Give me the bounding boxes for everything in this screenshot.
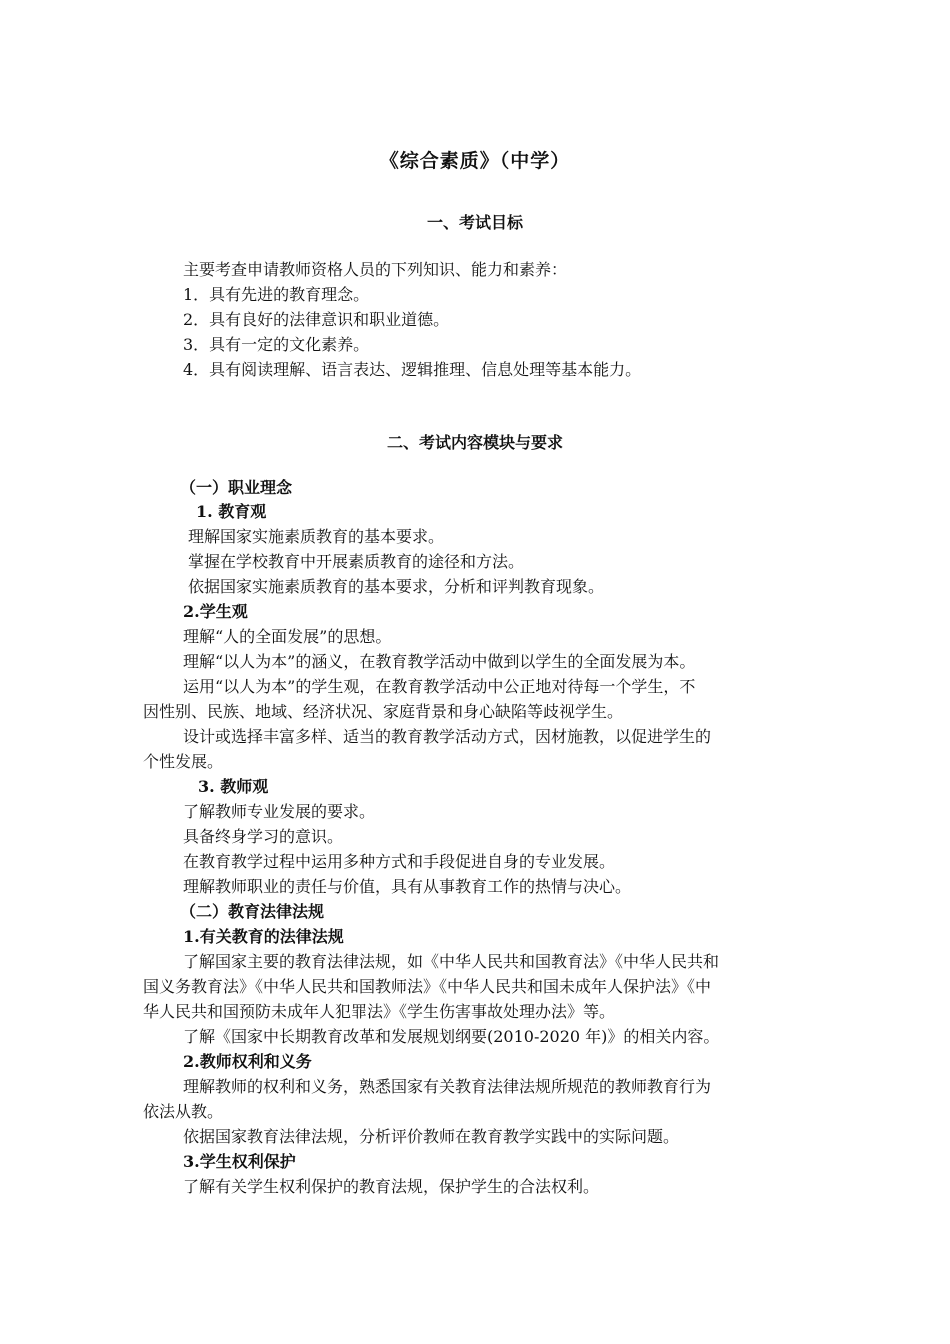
text-line: 具备终身学习的意识。: [183, 827, 344, 846]
text-line: 理解国家实施素质教育的基本要求。: [188, 527, 445, 546]
section-2-heading: 二、考试内容模块与要求: [386, 433, 563, 452]
text-line: 理解“以人为本”的涵义，在教育教学活动中做到以学生的全面发展为本。: [183, 652, 696, 671]
list-item: 3．具有一定的文化素养。: [183, 335, 370, 354]
text-line: 依据国家实施素质教育的基本要求，分析和评判教育现象。: [188, 577, 605, 596]
section-1-intro: 主要考查申请教师资格人员的下列知识、能力和素养：: [183, 260, 568, 279]
text-line: 因性别、民族、地域、经济状况、家庭背景和身心缺陷等歧视学生。: [143, 702, 624, 721]
subsection-heading: 1.有关教育的法律法规: [183, 927, 344, 946]
text-line: 在教育教学过程中运用多种方式和手段促进自身的专业发展。: [183, 852, 616, 871]
subsection-heading: 1. 教育观: [196, 502, 267, 521]
text-line: 了解《国家中长期教育改革和发展规划纲要(2010-2020 年)》的相关内容。: [183, 1027, 720, 1046]
list-item: 4．具有阅读理解、语言表达、逻辑推理、信息处理等基本能力。: [183, 360, 642, 379]
text-line: 依据国家教育法律法规，分析评价教师在教育教学实践中的实际问题。: [183, 1127, 680, 1146]
text-line: 华人民共和国预防未成年人犯罪法》《学生伤害事故处理办法》等。: [143, 1002, 616, 1021]
section-1-heading: 一、考试目标: [426, 213, 523, 232]
list-item: 2．具有良好的法律意识和职业道德。: [183, 310, 450, 329]
text-line: 理解教师的权利和义务，熟悉国家有关教育法律法规所规范的教师教育行为: [183, 1077, 712, 1096]
text-line: 了解教师专业发展的要求。: [183, 802, 376, 821]
list-item: 1．具有先进的教育理念。: [183, 285, 370, 304]
document-title: 《综合素质》（中学）: [379, 150, 571, 172]
text-line: 个性发展。: [143, 752, 224, 771]
text-line: 国义务教育法》《中华人民共和国教师法》《中华人民共和国未成年人保护法》《中: [143, 977, 712, 996]
part-1-heading: （一）职业理念: [180, 478, 293, 497]
part-2-heading: （二）教育法律法规: [180, 902, 325, 921]
text-line: 理解教师职业的责任与价值，具有从事教育工作的热情与决心。: [183, 877, 632, 896]
text-line: 依法从教。: [143, 1102, 224, 1121]
text-line: 设计或选择丰富多样、适当的教育教学活动方式，因材施教，以促进学生的: [183, 727, 712, 746]
subsection-heading: 3.学生权利保护: [183, 1152, 296, 1171]
text-line: 运用“以人为本”的学生观，在教育教学活动中公正地对待每一个学生，不: [183, 677, 696, 696]
text-line: 了解国家主要的教育法律法规，如《中华人民共和国教育法》《中华人民共和: [183, 952, 720, 971]
text-line: 了解有关学生权利保护的教育法规，保护学生的合法权利。: [183, 1177, 600, 1196]
subsection-heading: 2.学生观: [183, 602, 248, 621]
text-line: 理解“人的全面发展”的思想。: [183, 627, 392, 646]
subsection-heading: 2.教师权利和义务: [183, 1052, 312, 1071]
text-line: 掌握在学校教育中开展素质教育的途径和方法。: [188, 552, 525, 571]
subsection-heading: 3. 教师观: [198, 777, 269, 796]
